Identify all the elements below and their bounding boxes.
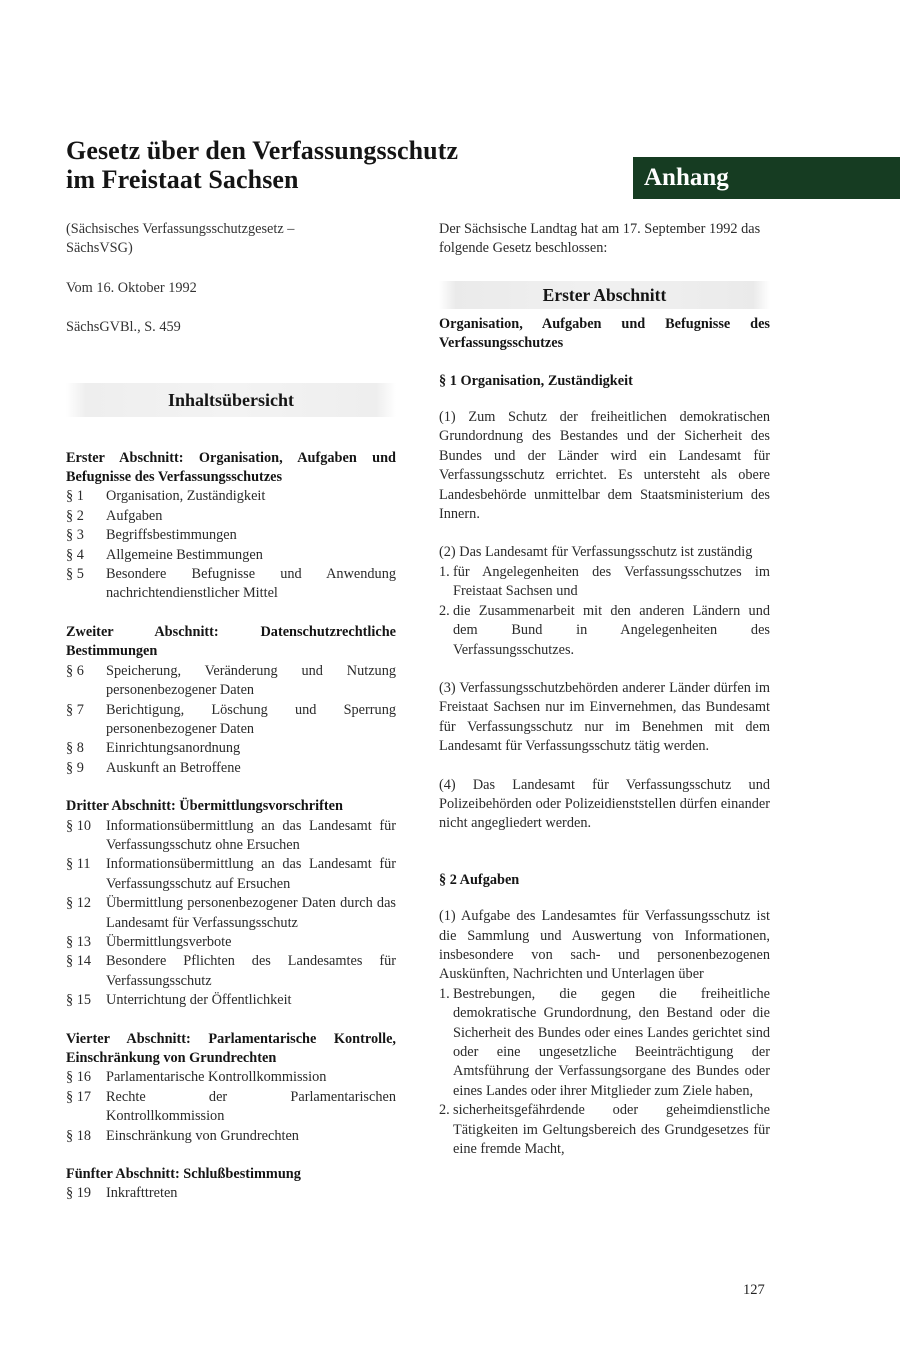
toc-entry-number: § 17	[66, 1088, 92, 1105]
toc-entry-number: § 13	[66, 933, 92, 950]
page-number: 127	[743, 1282, 765, 1298]
toc-section-title: Erster Abschnitt: Organisation, Aufgaben und Befugnisse des Verfassungsschutzes	[66, 449, 396, 486]
left-column	[66, 220, 396, 1223]
toc-entry-number: § 6	[66, 662, 84, 679]
title-line-2: im Freistaat Sachsen	[66, 165, 299, 194]
paragraph-text: (1) Zum Schutz der freiheitlichen demokratischen Grundordnung des Bestandes und der Sicherheit des Bundes und der Länder wird ein Landesamt für Verfassungsschutz errichtet. Es untersteht als obere Landesbehörde unmittelbar dem Staatsministerium des Innern.	[439, 409, 770, 523]
toc-entry-text: Auskunft an Betroffene	[106, 759, 241, 776]
toc-entry-number: § 2	[66, 507, 84, 524]
paragraph-heading: § 2 Aufgaben	[439, 871, 520, 888]
short-title-line-2: SächsVSG)	[66, 240, 133, 257]
toc-entry-text: Übermittlung personenbezogener Daten durch das Landesamt für Verfassungsschutz	[106, 895, 396, 931]
toc-section	[66, 449, 396, 604]
toc-entry	[66, 1068, 396, 1087]
toc-entry	[66, 1127, 396, 1146]
short-title-line-1: (Sächsisches Verfassungsschutzgesetz –	[66, 221, 295, 237]
paragraph-text: (2) Das Landesamt für Verfassungsschutz ist zuständig	[439, 544, 753, 561]
toc-entry-text: Übermittlungsverbote	[106, 933, 232, 950]
toc-entry-text: Speicherung, Veränderung und Nutzung personenbezogener Daten	[106, 662, 396, 699]
paragraph-list-block	[439, 907, 770, 1159]
toc-entry-number: § 12	[66, 895, 92, 912]
toc-entry-number: § 18	[66, 1127, 92, 1144]
list-item	[439, 1101, 770, 1159]
toc-entry-number: § 5	[66, 566, 84, 583]
toc-entry	[66, 739, 396, 758]
toc-entry-text: Parlamentarische Kontrollkommission	[106, 1069, 327, 1086]
toc-entry	[66, 546, 396, 565]
toc-section-title: Vierter Abschnitt: Parlamentarische Kontrolle, Einschränkung von Grundrechten	[66, 1030, 396, 1066]
page-title	[66, 136, 458, 194]
toc-entry	[66, 1088, 396, 1127]
list-item-text: für Angelegenheiten des Verfassungsschutzes im Freistaat Sachsen und	[453, 563, 770, 600]
toc-section	[66, 1030, 396, 1146]
list-item-text: die Zusammenarbeit mit den anderen Ländern und dem Bund in Angelegenheiten des Verfassungsschutzes.	[453, 602, 770, 658]
toc-entry	[66, 991, 396, 1010]
toc-entry	[66, 759, 396, 778]
anhang-tab: Anhang	[633, 157, 900, 199]
toc-entry-number: § 1	[66, 488, 84, 505]
toc-section	[66, 797, 396, 1010]
paragraph-list-block	[439, 543, 770, 659]
toc-entry	[66, 701, 396, 740]
section-subtitle: Organisation, Aufgaben und Befugnisse des Verfassungsschutzes	[439, 315, 770, 352]
toc-section-title: Fünfter Abschnitt: Schlußbestimmung	[66, 1166, 301, 1183]
toc-entry-number: § 14	[66, 953, 92, 970]
gazette-reference: SächsGVBl., S. 459	[66, 319, 181, 336]
toc-section-title: Dritter Abschnitt: Übermittlungsvorschriften	[66, 798, 343, 815]
toc-entry-text: Inkrafttreten	[106, 1185, 178, 1202]
intro-text: Der Sächsische Landtag hat am 17. September 1992 das folgende Gesetz beschlossen:	[439, 221, 761, 257]
list-item-text: Bestrebungen, die gegen die freiheitliche demokratische Grundordnung, den Bestand oder die Sicherheit des Bundes oder eines Landes gerichtet sind oder eine ungesetzliche Beeinträchtigung der Amtsführung der Verfassungsorgane des Bundes oder eines Landes oder ihrer Mitglieder zum Ziele haben,	[453, 985, 770, 1099]
toc-entry	[66, 894, 396, 933]
toc-entry	[66, 855, 396, 894]
toc-entry-number: § 19	[66, 1185, 92, 1202]
toc-entry-text: Besondere Pflichten des Landesamtes für Verfassungsschutz	[106, 953, 396, 989]
toc-entry	[66, 526, 396, 545]
short-title	[66, 220, 396, 259]
toc-entry-text: Organisation, Zuständigkeit	[106, 488, 266, 505]
list-item-number: 1.	[439, 563, 450, 580]
toc-entry-number: § 15	[66, 992, 92, 1009]
toc-entry-text: Rechte der Parlamentarischen Kontrollkommission	[106, 1088, 396, 1125]
toc-entry	[66, 662, 396, 701]
toc-entry	[66, 487, 396, 506]
list-item-number: 2.	[439, 602, 450, 619]
section-heading: Erster Abschnitt	[439, 281, 770, 309]
list-item	[439, 985, 770, 1101]
toc-entry-number: § 3	[66, 527, 84, 544]
toc-entry	[66, 565, 396, 604]
toc-entry-number: § 11	[66, 856, 91, 873]
toc-entry	[66, 933, 396, 952]
toc-entry	[66, 1184, 396, 1203]
toc-entry-text: Begriffsbestimmungen	[106, 527, 237, 544]
toc-heading: Inhaltsübersicht	[66, 383, 396, 417]
toc-entry-text: Berichtigung, Löschung und Sperrung personenbezogener Daten	[106, 701, 396, 737]
title-line-1: Gesetz über den Verfassungsschutz	[66, 136, 459, 165]
table-of-contents	[66, 449, 396, 1204]
toc-entry-text: Informationsübermittlung an das Landesamt für Verfassungsschutz ohne Ersuchen	[106, 817, 396, 853]
list-item	[439, 563, 770, 602]
list-item-text: sicherheitsgefährdende oder geheimdienstliche Tätigkeiten im Geltungsbereich des Grundgesetzes für eine fremde Macht,	[453, 1102, 770, 1158]
toc-entry	[66, 817, 396, 856]
toc-section	[66, 623, 396, 778]
law-date: Vom 16. Oktober 1992	[66, 279, 197, 296]
toc-entry	[66, 952, 396, 991]
paragraph-heading: § 1 Organisation, Zuständigkeit	[439, 372, 633, 389]
toc-entry-number: § 8	[66, 740, 84, 757]
right-column	[439, 220, 770, 1178]
toc-section-title: Zweiter Abschnitt: Datenschutzrechtliche Bestimmungen	[66, 623, 396, 660]
toc-entry-text: Einrichtungsanordnung	[106, 740, 241, 757]
paragraph-text: (1) Aufgabe des Landesamtes für Verfassungsschutz ist die Sammlung und Auswertung von Informationen, insbesondere von sach- und personenbezogenen Auskünften, Nachrichten und Unterlagen über	[439, 908, 770, 983]
toc-entry-text: Allgemeine Bestimmungen	[106, 546, 263, 563]
toc-entry-text: Informationsübermittlung an das Landesamt für Verfassungsschutz auf Ersuchen	[106, 856, 396, 892]
toc-entry	[66, 507, 396, 526]
toc-entry-text: Einschränkung von Grundrechten	[106, 1127, 299, 1144]
toc-entry-number: § 9	[66, 759, 84, 776]
list-item	[439, 602, 770, 660]
toc-entry-number: § 4	[66, 546, 84, 563]
toc-entry-text: Besondere Befugnisse und Anwendung nachrichtendienstlicher Mittel	[106, 566, 396, 602]
list-item-number: 2.	[439, 1102, 450, 1119]
toc-entry-number: § 10	[66, 817, 92, 834]
toc-entry-text: Unterrichtung der Öffentlichkeit	[106, 992, 292, 1009]
toc-entry-number: § 7	[66, 701, 84, 718]
toc-entry-text: Aufgaben	[106, 507, 163, 524]
paragraph-text: (4) Das Landesamt für Verfassungsschutz und Polizeibehörden oder Polizeidienststellen dürfen einander nicht angegliedert werden.	[439, 776, 770, 832]
toc-entry-number: § 16	[66, 1069, 92, 1086]
paragraph-text: (3) Verfassungsschutzbehörden anderer Länder dürfen im Freistaat Sachsen nur im Einvernehmen, das Bundesamt für Verfassungsschutz nur im Benehmen mit dem Landesamt für Verfassungsschutz tätig werden.	[439, 679, 770, 755]
list-item-number: 1.	[439, 985, 450, 1002]
toc-section	[66, 1165, 396, 1204]
